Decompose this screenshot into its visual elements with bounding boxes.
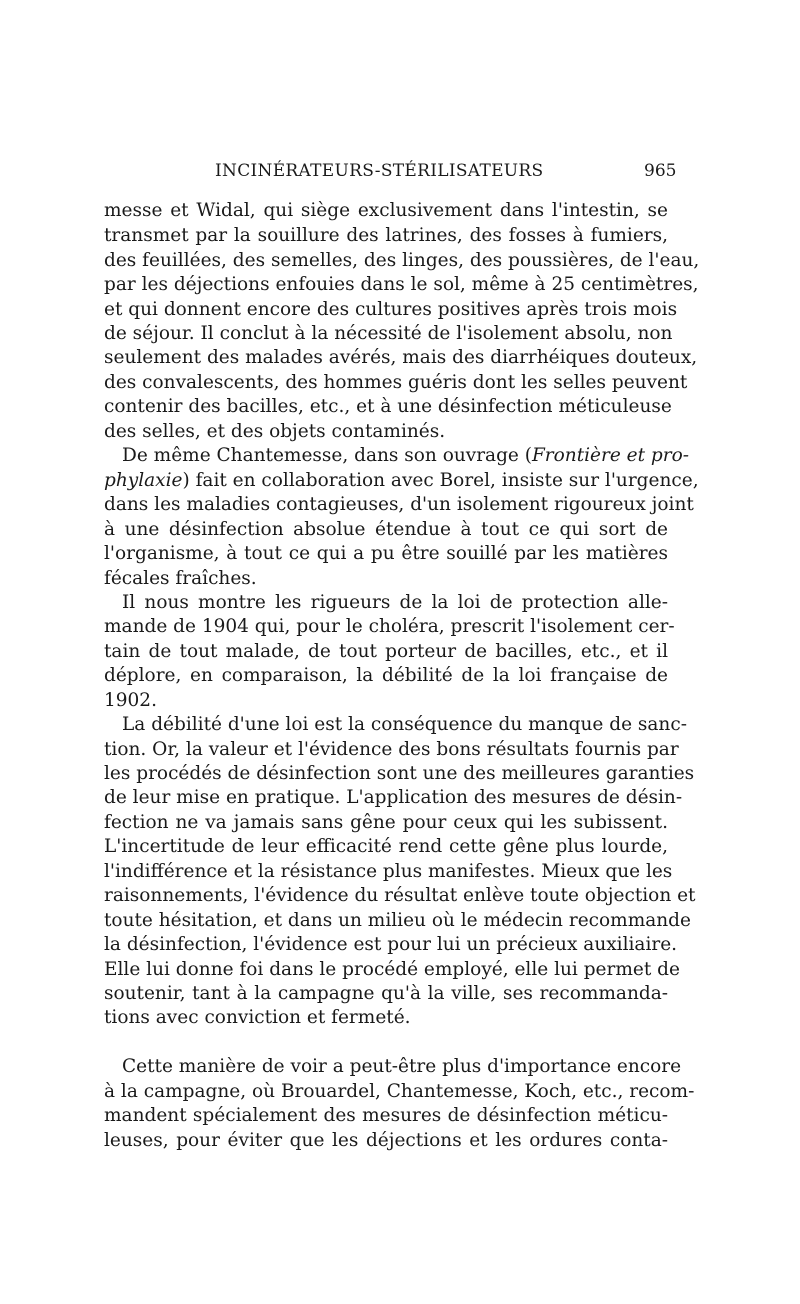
text-line: Cette manière de voir a peut-être plus d'importance encore [122,1056,682,1077]
text-line: par les déjections enfouies dans le sol, même à 25 centimètres, [104,274,699,295]
text-line: mandent spécialement des mesures de désinfection méticu- [104,1105,668,1126]
page-number: 965 [644,161,677,181]
text-line: l'organisme, à tout ce qui a pu être souillé par les matières [104,543,668,564]
text-segment: ) fait en collaboration avec Borel, insiste sur l'urgence, [182,470,699,491]
italic-title: phylaxie [104,470,183,491]
text-line: messe et Widal, qui siège exclusivement dans l'intestin, se [104,200,668,221]
italic-title: Frontière et pro- [531,445,690,466]
running-title: INCINÉRATEURS-STÉRILISATEURS [215,161,544,181]
text-segment: De même Chantemesse, dans son ouvrage ( [122,445,532,466]
text-line: seulement des malades avérés, mais des diarrhéiques douteux, [104,347,698,368]
text-line: la désinfection, l'évidence est pour lui un précieux auxiliaire. [104,934,678,955]
text-line: tain de tout malade, de tout porteur de bacilles, etc., et il [104,641,668,662]
text-line: les procédés de désinfection sont une des meilleures garanties [104,763,695,784]
text-line: déplore, en comparaison, la débilité de la loi française de [104,665,668,686]
text-line: de séjour. Il conclut à la nécessité de l'isolement absolu, non [104,323,673,344]
text-line [104,469,699,493]
text-line: Il nous montre les rigueurs de la loi de protection alle- [122,592,668,613]
text-line: à la campagne, où Brouardel, Chantemesse, Koch, etc., recom- [104,1081,695,1102]
text-line: l'indifférence et la résistance plus manifestes. Mieux que les [104,861,673,882]
text-line: leuses, pour éviter que les déjections et les ordures conta- [104,1130,668,1151]
text-line: transmet par la souillure des latrines, des fosses à fumiers, [104,225,668,246]
text-line: de leur mise en pratique. L'application des mesures de désin- [104,787,683,808]
text-line [122,444,690,468]
text-line: mande de 1904 qui, pour le choléra, prescrit l'isolement cer- [104,616,675,637]
text-line: toute hésitation, et dans un milieu où le médecin recommande [104,910,691,931]
text-line: L'incertitude de leur efficacité rend cette gêne plus lourde, [104,836,668,857]
text-line: des feuillées, des semelles, des linges, des poussières, de l'eau, [104,250,700,271]
text-line: tion. Or, la valeur et l'évidence des bons résultats fournis par [104,739,679,760]
text-line: dans les maladies contagieuses, d'un isolement rigoureux joint [104,494,694,515]
text-line: des convalescents, des hommes guéris dont les selles peuvent [104,372,688,393]
text-line: fection ne va jamais sans gêne pour ceux qui les subissent. [104,812,668,833]
text-line: La débilité d'une loi est la conséquence du manque de sanc- [122,714,687,735]
text-line: 1902. [104,690,157,711]
text-line: fécales fraîches. [104,568,257,589]
text-line: tions avec conviction et fermeté. [104,1007,411,1028]
text-line: soutenir, tant à la campagne qu'à la ville, ses recommanda- [104,983,668,1004]
text-line: Elle lui donne foi dans le procédé employé, elle lui permet de [104,959,680,980]
text-line: et qui donnent encore des cultures positives après trois mois [104,299,678,320]
text-line: à une désinfection absolue étendue à tout ce qui sort de [104,519,668,540]
text-line: contenir des bacilles, etc., et à une désinfection méticuleuse [104,396,672,417]
text-line: des selles, et des objets contaminés. [104,421,446,442]
text-line: raisonnements, l'évidence du résultat enlève toute objection et [104,885,696,906]
